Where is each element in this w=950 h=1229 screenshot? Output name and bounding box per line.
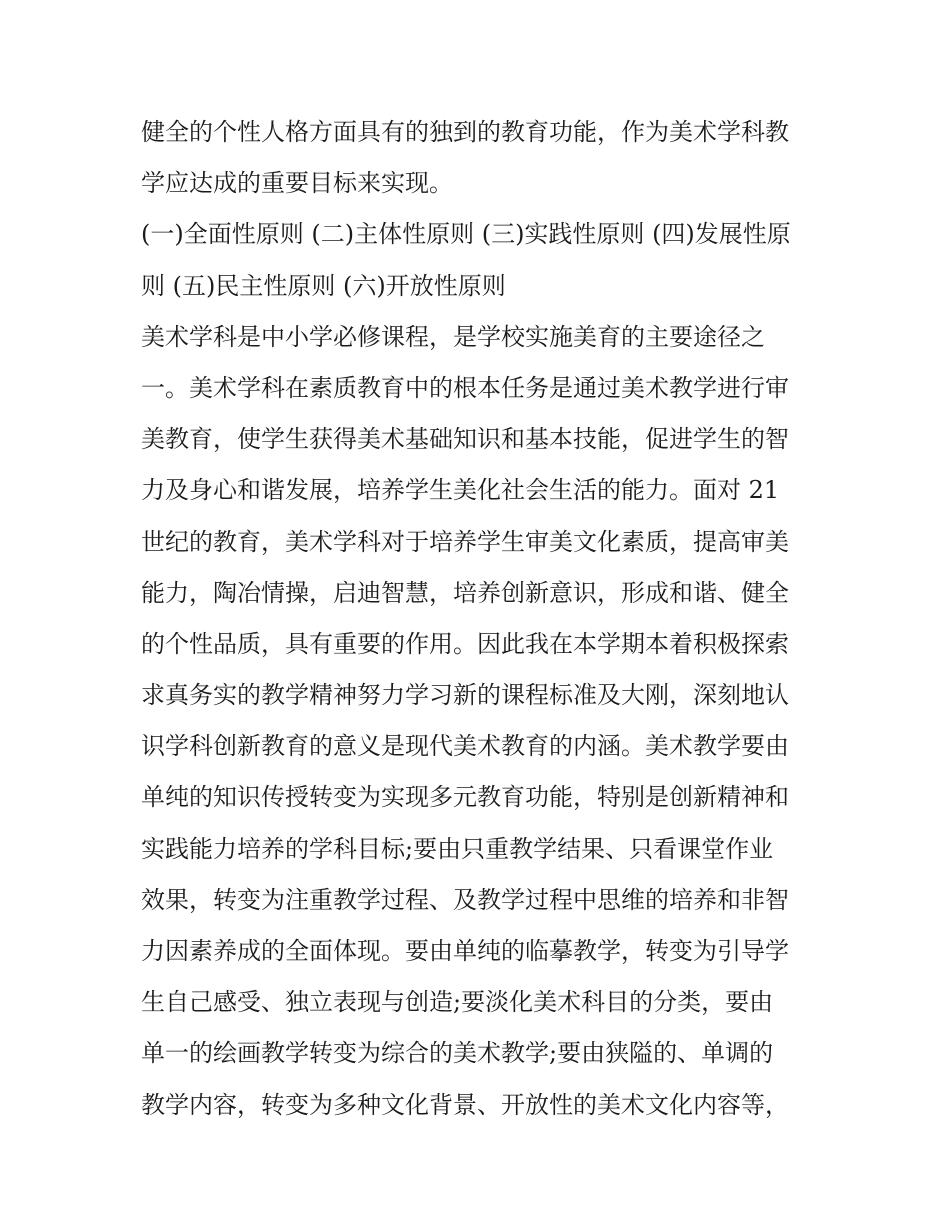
text-line: 单纯的知识传授转变为实现多元教育功能，特别是创新精神和: [141, 783, 789, 812]
text-line: 力因素养成的全面体现。要由单纯的临摹教学，转变为引导学: [141, 937, 789, 965]
text-line: 力及身心和谐发展，培养学生美化社会生活的能力。面对 21: [141, 476, 780, 505]
text-line: 世纪的教育，美术学科对于培养学生审美文化素质，提高审美: [141, 527, 789, 556]
text-line: (一)全面性原则 (二)主体性原则 (三)实践性原则 (四)发展性原: [141, 220, 791, 249]
text-line: 教学内容，转变为多种文化背景、开放性的美术文化内容等，: [141, 1090, 789, 1119]
text-line: 美教育，使学生获得美术基础知识和基本技能，促进学生的智: [141, 425, 789, 454]
text-line: 求真务实的教学精神努力学习新的课程标准及大刚，深刻地认: [141, 681, 789, 710]
text-line: 能力，陶冶情操，启迪智慧，培养创新意识，形成和谐、健全: [141, 578, 789, 607]
body-text: [141, 107, 821, 1131]
text-line: 单一的绘画教学转变为综合的美术教学;要由狭隘的、单调的: [141, 1039, 774, 1068]
text-line: 效果，转变为注重教学过程、及教学过程中思维的培养和非智: [141, 885, 789, 914]
text-line: 健全的个性人格方面具有的独到的教育功能，作为美术学科教: [141, 118, 789, 146]
text-line: 一。美术学科在素质教育中的根本任务是通过美术教学进行审: [141, 373, 789, 402]
text-line: 学应达成的重要目标来实现。: [141, 169, 453, 198]
text-line: 的个性品质，具有重要的作用。因此我在本学期本着积极探索: [141, 629, 789, 658]
text-line: 识学科创新教育的意义是现代美术教育的内涵。美术教学要由: [141, 732, 789, 761]
text-line: 美术学科是中小学必修课程，是学校实施美育的主要途径之: [141, 322, 765, 351]
text-line: 则 (五)民主性原则 (六)开放性原则: [141, 271, 506, 300]
text-line: 实践能力培养的学科目标;要由只重教学结果、只看课堂作业: [141, 834, 774, 863]
text-line: 生自己感受、独立表现与创造;要淡化美术科目的分类，要由: [141, 988, 774, 1017]
